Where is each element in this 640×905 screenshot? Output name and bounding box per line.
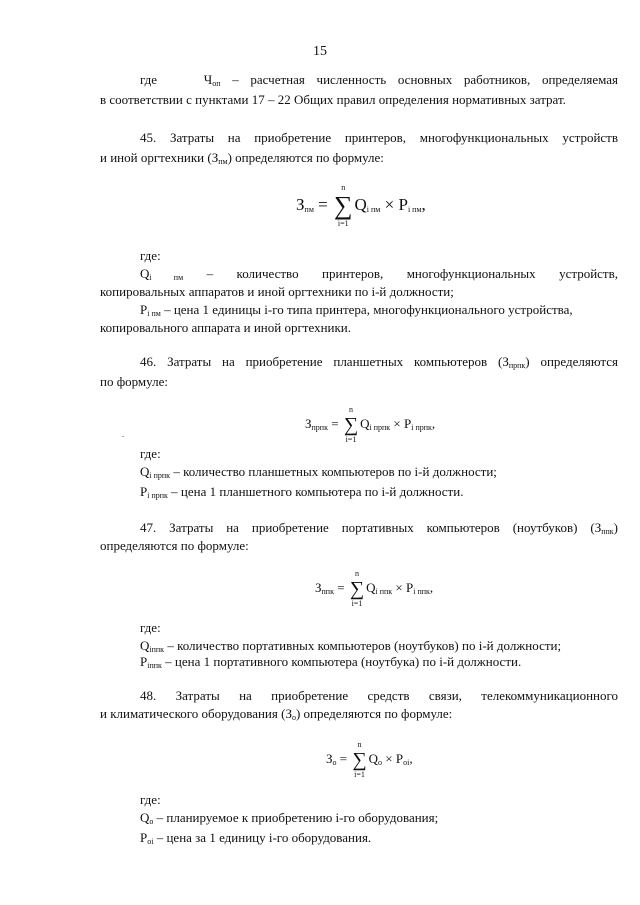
sum-sign: ∑ n i=1 xyxy=(333,183,353,228)
sum-sign: ∑ n i=1 xyxy=(349,569,365,608)
section-45-line1: 45. Затраты на приобретение принтеров, многофункциональных устройств xyxy=(140,130,618,145)
section-47-where: где: xyxy=(140,620,161,635)
section-46-line2: по формуле: xyxy=(100,374,168,389)
section-47-def1: $Q_{iппк}$ – количество портативных компьютеров (ноутбуков) по i-й должности; xyxy=(140,638,562,654)
section-46-line1: 46. Затраты на приобретение планшетных компьютеров $(З_{прпк})$ определяются xyxy=(140,354,618,370)
section-45-def1-line2: копировальных аппаратов и иной оргтехники по i-й должности; xyxy=(100,284,454,299)
section-45-def2-line2: копировального аппарата и иной оргтехники. xyxy=(100,320,352,335)
section-48-def2: $P_{оi}$ – цена за 1 единицу i-го оборудования. xyxy=(140,830,372,846)
section-48-where: где: xyxy=(140,792,161,807)
sum-sign: ∑ n i=1 xyxy=(343,405,359,444)
section-48-line2: и климатического оборудования $(З_о)$ определяются по формуле: xyxy=(100,706,453,722)
section-46-def1: $Q_{i прпк}$ – количество планшетных компьютеров по i-й должности; xyxy=(140,464,497,480)
page-number: 15 xyxy=(313,44,327,59)
section-45-def2: $P_{i пм}$ – цена 1 единицы i-го типа принтера, многофункционального устройства, xyxy=(140,302,573,318)
stray-dot: . xyxy=(122,430,124,439)
section-45-def1: $Q_{i пм}$ – количество принтеров, многофункциональных устройств, xyxy=(140,266,618,282)
section-48-def1: $Q_о$ – планируемое к приобретению i-го оборудования; xyxy=(140,810,439,826)
formula-47: $З_{ппк}$ = ∑ n i=1 $Q_{i ппк} \times P_{i ппк}$, xyxy=(315,569,434,608)
section-45-where: где: xyxy=(140,248,161,263)
formula-45: $З_{пм}$ = ∑ n i=1 $Q_{i пм} \times P_{i пм}$, xyxy=(296,183,426,228)
paragraph-chop-line2: в соответствии с пунктами 17 – 22 Общих правил определения нормативных затрат. xyxy=(100,92,566,107)
section-46-def2: $P_{i прпк}$ – цена 1 планшетного компьютера по i-й должности. xyxy=(140,484,464,500)
section-46-where: где: xyxy=(140,446,161,461)
section-47-def2: $P_{iппк}$ – цена 1 портативного компьютера (ноутбука) по i-й должности. xyxy=(140,654,522,670)
section-47-line1: 47. Затраты на приобретение портативных компьютеров (ноутбуков) $(З_{ппк})$ xyxy=(140,520,618,536)
paragraph-chop: где $Ч_{оп}$ – расчетная численность основных работников, определяемая xyxy=(140,72,619,88)
formula-48: $З_о$ = ∑ n i=1 $Q_о \times P_{оi}$, xyxy=(326,740,413,779)
formula-46: $З_{прпк}$ = ∑ n i=1 $Q_{i прпк} \times P_{i прпк}$, xyxy=(305,405,436,444)
section-45-line2: и иной оргтехники $(З_{пм})$ определяются по формуле: xyxy=(100,150,384,166)
sum-sign: ∑ n i=1 xyxy=(352,740,367,779)
section-47-line2: определяются по формуле: xyxy=(100,538,249,553)
section-48-line1: 48. Затраты на приобретение средств связи, телекоммуникационного xyxy=(140,688,618,703)
